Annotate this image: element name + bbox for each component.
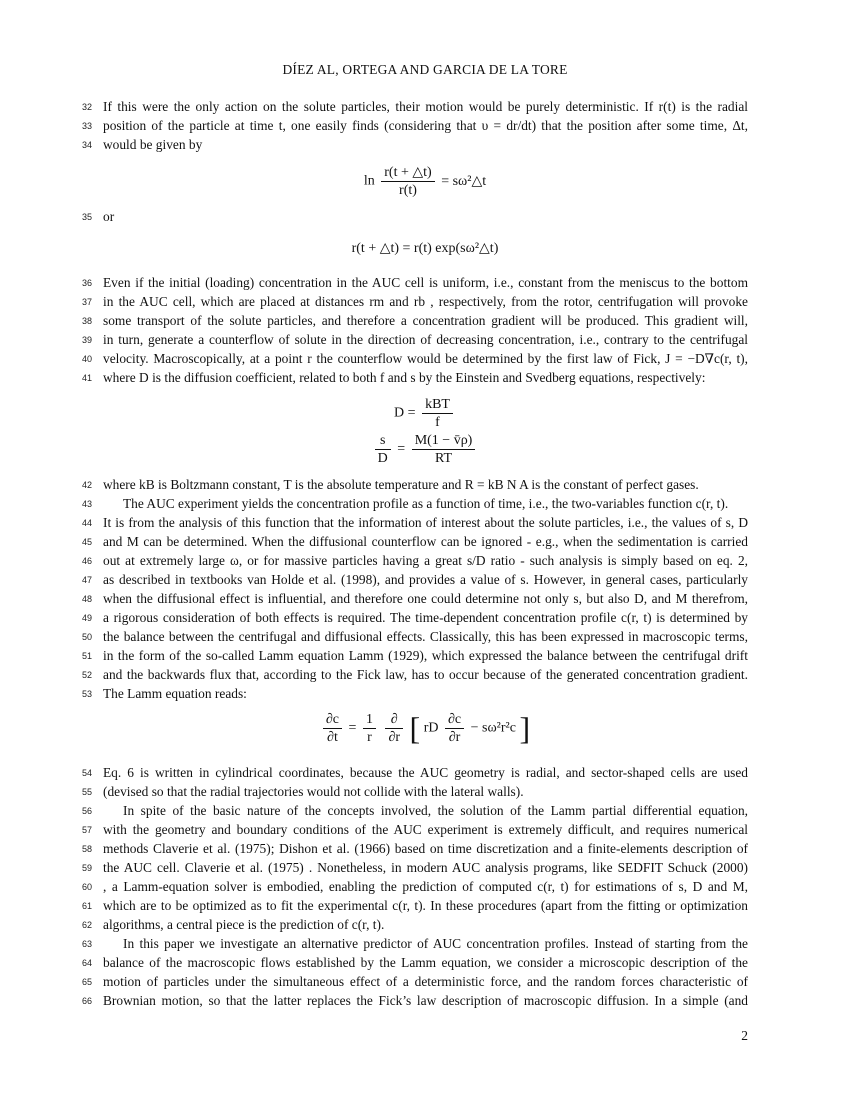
equation-4 [0,432,850,467]
line-number: 53 [81,689,92,699]
page-number: 2 [741,1028,748,1043]
text-line: would be given by [103,137,203,152]
line-number: 54 [81,768,92,778]
line-number: 57 [81,825,92,835]
eq5-lhs-denominator: ∂t [327,730,338,745]
eq5-left-bracket: [ [409,710,421,746]
text-line: out at extremely large ω, or for massive particles having a great s/D ratio - such analysis is simply based on eq. 2, [103,553,748,568]
line-number: 64 [81,958,92,968]
text-line: , a Lamm-equation solver is embodied, enabling the prediction of computed c(r, t) for estimations of s, D and M, [103,879,748,894]
line-number: 51 [81,651,92,661]
line-number: 41 [81,373,92,383]
text-line: the AUC cell. Claverie et al. (1975) . Nonetheless, in modern AUC analysis programs, like SEDFIT Schuck (2000) [103,860,748,875]
eq5-f1-denominator: r [367,730,372,745]
line-number: 62 [81,920,92,930]
eq5-f2-denominator: ∂r [388,730,401,745]
line-number: 56 [81,806,92,816]
line-number: 52 [81,670,92,680]
eq5-fraction-3 [445,711,464,746]
line-number: 49 [81,613,92,623]
text-line: The AUC experiment yields the concentration profile as a function of time, i.e., the two-variables function c(r, t). [123,496,729,511]
line-number: 34 [81,140,92,150]
text-line: the balance between the centrifugal and diffusional effects. Classically, this has been expressed in macroscopic terms, [103,629,748,644]
text-line: in the form of the so-called Lamm equation Lamm (1929), which expressed the balance between the centrifugal drift [103,648,748,663]
line-number: 32 [81,102,92,112]
eq5-fraction-2 [385,711,403,746]
text-line: a rigorous consideration of both effects is required. The time-dependent concentration profile c(r, t) is determined by [103,610,748,625]
text-line: Eq. 6 is written in cylindrical coordinates, because the AUC geometry is radial, and sector-shaped cells are used [103,765,748,780]
eq5-right-bracket: ] [519,710,531,746]
text-line: Brownian motion, so that the latter replaces the Fick’s law description of macroscopic diffusion. In a simple (and [103,993,748,1008]
text-line: methods Claverie et al. (1975); Dishon et al. (1966) based on time discretization and a finite-elements description of [103,841,748,856]
eq5-tail: − sω²r²c [470,720,516,736]
eq4-equals: = [397,441,406,457]
line-number: 60 [81,882,92,892]
line-number: 39 [81,335,92,345]
eq3-lhs: D = [394,405,416,421]
eq5-f3-denominator: ∂r [448,730,461,745]
eq5-equals: = [348,720,357,736]
line-number: 44 [81,518,92,528]
eq5-lhs-numerator: ∂c [323,711,342,729]
eq5-fraction-1 [363,711,376,746]
eq3-denominator: f [435,415,440,430]
line-number: 33 [81,121,92,131]
eq3-numerator: kBT [422,396,453,414]
running-header: DÍEZ AL, ORTEGA AND GARCIA DE LA TORE [282,62,568,77]
line-number: 38 [81,316,92,326]
line-number: 42 [81,480,92,490]
eq1-rhs: = sω²△t [441,174,487,189]
text-line: where D is the diffusion coefficient, related to both f and s by the Einstein and Svedberg equations, respectively: [103,370,706,385]
line-number: 65 [81,977,92,987]
eq4-lhs-denominator: D [377,451,388,466]
text-line: and M can be determined. When the diffusional counterflow can be ignored - e.g., when the sedimentation is carried [103,534,748,549]
line-number: 59 [81,863,92,873]
text-line: which are to be optimized as to fit the experimental c(r, t). In these procedures (apart from the fitting or optimization [103,898,748,913]
line-number: 46 [81,556,92,566]
eq1-ln: ln [363,173,375,189]
line-number: 45 [81,537,92,547]
line-number: 36 [81,278,92,288]
eq5-f3-numerator: ∂c [445,711,464,729]
eq4-denominator: RT [434,451,453,466]
line-number: 63 [81,939,92,949]
eq5-f1-numerator: 1 [363,711,376,729]
text-line: in the AUC cell, which are placed at distances rm and rb , respectively, from the rotor, centrifugation will provoke [103,294,748,309]
line-number: 66 [81,996,92,1006]
text-line: some transport of the solute particles, and therefore a concentration gradient will be produced. This gradient will, [103,313,748,328]
text-line: position of the particle at time t, one easily finds (considering that υ = dr/dt) that the position after some time, Δt, [103,118,748,133]
equation-lamm [0,710,850,747]
line-number: 58 [81,844,92,854]
text-line: in turn, generate a counterflow of solute in the direction of decreasing concentration, i.e., contrary to the centrifugal [103,332,748,347]
line-number: 40 [81,354,92,364]
text-line: where kB is Boltzmann constant, T is the absolute temperature and R = kB N A is the constant of perfect gases. [103,477,699,492]
text-line: balance of the macroscopic flows established by the Lamm equation, we consider a microscopic description of the [103,955,748,970]
eq1-fraction [381,164,434,199]
text-line: when the diffusional effect is influential, and therefore one could determine not only s, but also D, and M therefrom, [103,591,748,606]
eq5-f2-numerator: ∂ [385,711,403,729]
text-line: In this paper we investigate an alternative predictor of AUC concentration profiles. Instead of starting from the [123,936,748,951]
eq5-rD: rD [423,720,439,736]
line-number: 47 [81,575,92,585]
eq4-fraction [412,432,476,467]
text-line: or [103,209,115,224]
text-line: and the backwards flux that, according to the Fick law, has to occur because of the generated concentration gradient. [103,667,748,682]
line-number: 55 [81,787,92,797]
text-line: The Lamm equation reads: [103,686,247,701]
equation-1 [0,164,850,199]
equation-3 [0,396,850,431]
line-number: 37 [81,297,92,307]
text-line: as described in textbooks van Holde et al. (1998), and provides a value of s. However, in general cases, particularly [103,572,748,587]
text-line: It is from the analysis of this function that the information of interest about the solute particles, i.e., the values of s, D [103,515,748,530]
text-line: motion of particles under the simultaneous effect of a deterministic force, and the random forces characteristic of [103,974,748,989]
eq1-numerator: r(t + △t) [381,164,434,182]
eq4-lhs-numerator: s [375,432,391,450]
line-number: 50 [81,632,92,642]
eq4-numerator: M(1 − v̄ρ) [412,432,476,450]
eq5-lhs-fraction [323,711,342,746]
equation-2: r(t + △t) = r(t) exp(sω²△t) [351,241,499,256]
text-line: velocity. Macroscopically, at a point r the counterflow would be determined by the first law of Fick, J = −D∇c(r, t), [103,351,748,366]
eq1-denominator: r(t) [399,183,417,198]
eq3-fraction [422,396,453,431]
text-line: If this were the only action on the solute particles, their motion would be purely deterministic. If r(t) is the radial [103,99,748,114]
text-line: (devised so that the radial trajectories would not collide with the lateral walls). [103,784,524,799]
eq4-lhs-fraction [375,432,391,467]
text-line: In spite of the basic nature of the concepts involved, the solution of the Lamm partial differential equation, [123,803,748,818]
text-line: Even if the initial (loading) concentration in the AUC cell is uniform, i.e., constant from the meniscus to the bottom [103,275,748,290]
line-number: 61 [81,901,92,911]
text-line: with the geometry and boundary conditions of the AUC experiment is extremely difficult, and requires numerical [103,822,748,837]
line-number: 35 [81,212,92,222]
line-number: 43 [81,499,92,509]
line-number: 48 [81,594,92,604]
text-line: algorithms, a central piece is the prediction of c(r, t). [103,917,385,932]
